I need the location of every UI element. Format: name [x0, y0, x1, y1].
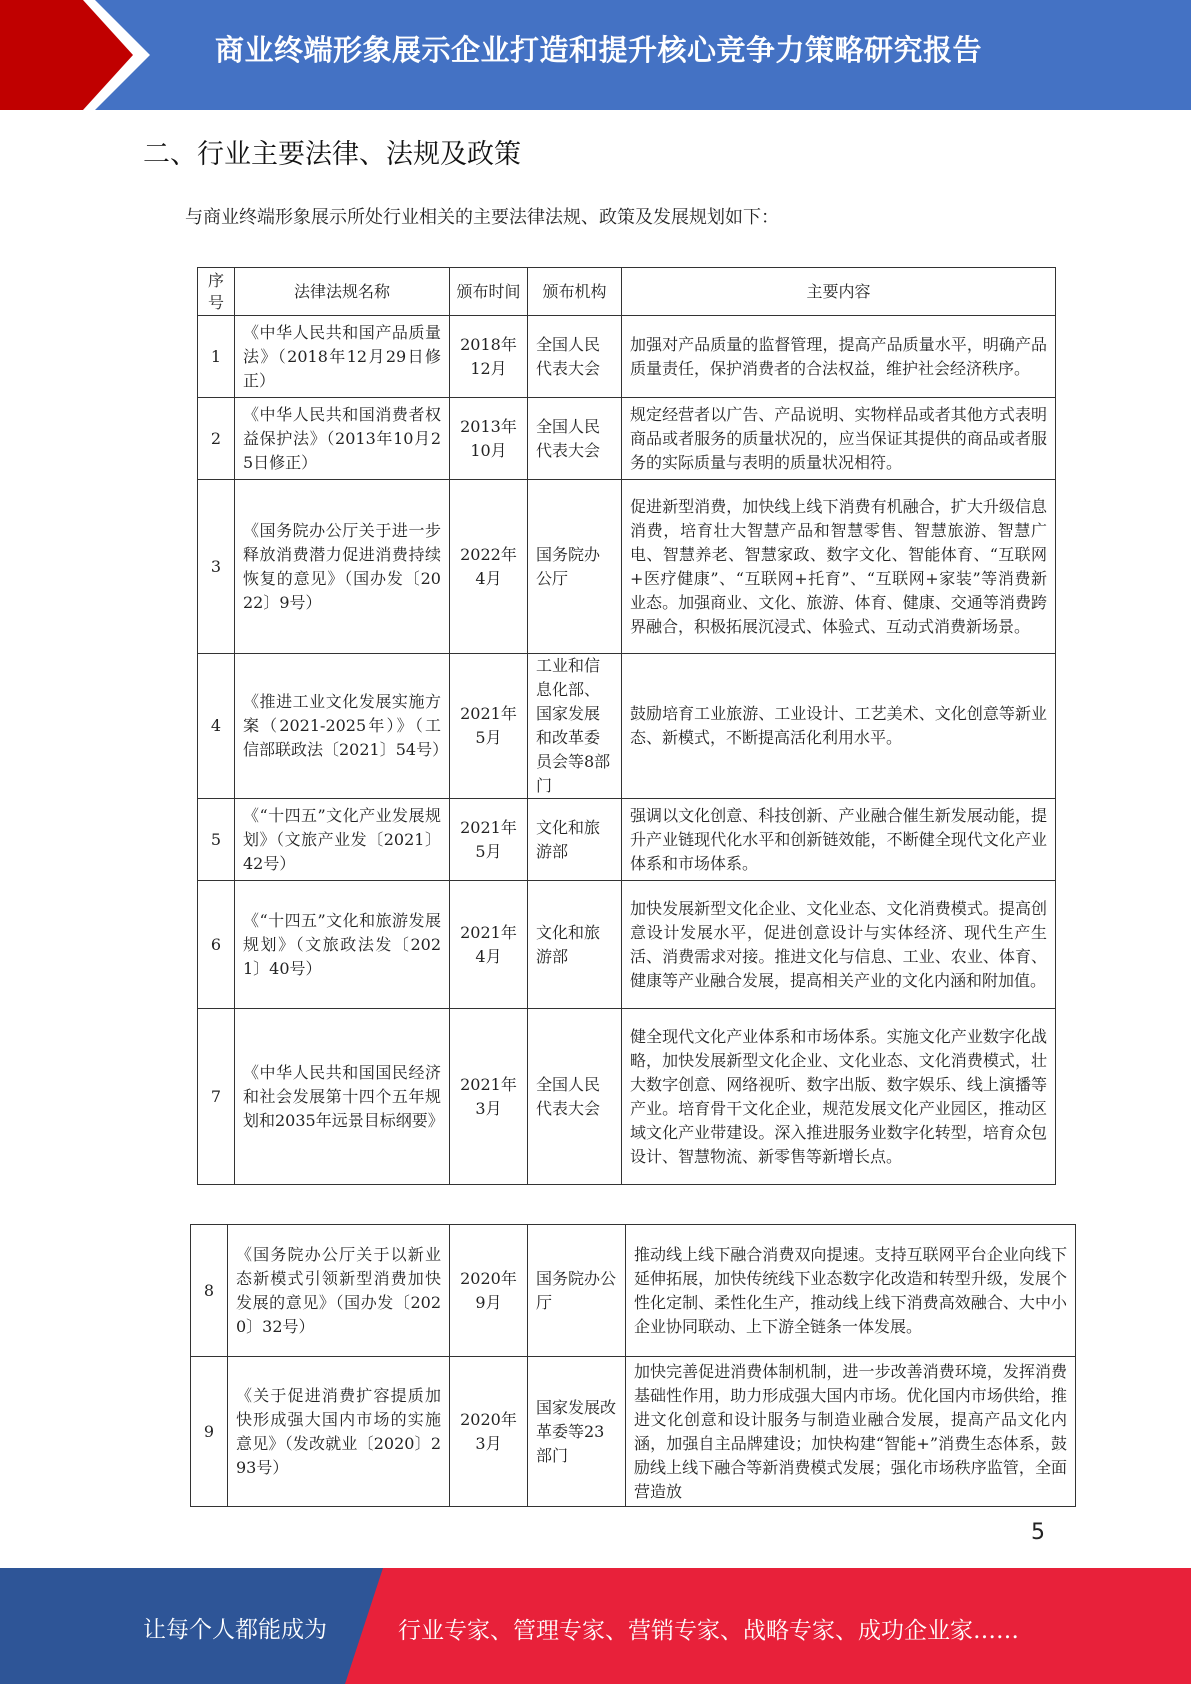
- table-row: [198, 398, 1056, 480]
- page-footer: [0, 1568, 1191, 1684]
- row-agency: 国家发展改革委等23部门: [528, 1357, 626, 1507]
- header-no: 序号: [198, 268, 235, 316]
- row-name: 《推进工业文化发展实施方案（2021-2025年）》（工信部联政法〔2021〕54号）: [235, 654, 450, 799]
- row-content: 鼓励培育工业旅游、工业设计、工艺美术、文化创意等新业态、新模式，不断提高活化利用水平。: [622, 654, 1056, 799]
- row-name: 《中华人民共和国产品质量法》（2018年12月29日修正）: [235, 316, 450, 398]
- row-date: 2021年4月: [450, 881, 528, 1009]
- header-name: 法律法规名称: [235, 268, 450, 316]
- row-agency: 工业和信息化部、国家发展和改革委员会等8部门: [528, 654, 622, 799]
- intro-paragraph: 与商业终端形象展示所处行业相关的主要法律法规、政策及发展规划如下：: [185, 207, 779, 228]
- row-name: 《“十四五”文化和旅游发展规划》（文旅政法发〔2021〕40号）: [235, 881, 450, 1009]
- row-date: 2021年3月: [450, 1009, 528, 1185]
- row-name: 《“十四五”文化产业发展规划》（文旅产业发〔2021〕42号）: [235, 799, 450, 881]
- footer-slogan-left: 让每个人都能成为: [143, 1617, 327, 1643]
- row-agency: 国务院办公厅: [528, 480, 622, 654]
- row-name: 《中华人民共和国国民经济和社会发展第十四个五年规划和2035年远景目标纲要》: [235, 1009, 450, 1185]
- row-no: 5: [198, 799, 235, 881]
- row-date: 2022年4月: [450, 480, 528, 654]
- row-content: 促进新型消费，加快线上线下消费有机融合，扩大升级信息消费，培育壮大智慧产品和智慧零售、智慧旅游、智慧广电、智慧养老、智慧家政、数字文化、智能体育、“互联网+医疗健康”、“互联网+托育”、“互联网+家装”等消费新业态。加强商业、文化、旅游、体育、健康、交通等消费跨界融合，积极拓展沉浸式、体验式、互动式消费新场景。: [622, 480, 1056, 654]
- row-agency: 文化和旅游部: [528, 799, 622, 881]
- table-row: [198, 316, 1056, 398]
- row-no: 3: [198, 480, 235, 654]
- table-row: [191, 1357, 1076, 1507]
- row-no: 7: [198, 1009, 235, 1185]
- row-agency: 国务院办公厅: [528, 1225, 626, 1357]
- row-name: 《国务院办公厅关于进一步释放消费潜力促进消费持续恢复的意见》（国办发〔2022〕9号）: [235, 480, 450, 654]
- row-date: 2018年12月: [450, 316, 528, 398]
- table-row: [198, 1009, 1056, 1185]
- row-no: 1: [198, 316, 235, 398]
- row-no: 6: [198, 881, 235, 1009]
- row-no: 2: [198, 398, 235, 480]
- table-row: [198, 654, 1056, 799]
- footer-slogan-right: 行业专家、管理专家、营销专家、战略专家、成功企业家……: [398, 1618, 1019, 1644]
- table-row: [198, 799, 1056, 881]
- row-content: 加强对产品质量的监督管理，提高产品质量水平，明确产品质量责任，保护消费者的合法权益，维护社会经济秩序。: [622, 316, 1056, 398]
- row-content: 健全现代文化产业体系和市场体系。实施文化产业数字化战略，加快发展新型文化企业、文化业态、文化消费模式，壮大数字创意、网络视听、数字出版、数字娱乐、线上演播等产业。培育骨干文化企业，规范发展文化产业园区，推动区域文化产业带建设。深入推进服务业数字化转型，培育众包设计、智慧物流、新零售等新增长点。: [622, 1009, 1056, 1185]
- row-no: 9: [191, 1357, 228, 1507]
- row-name: 《国务院办公厅关于以新业态新模式引领新型消费加快发展的意见》（国办发〔2020〕32号）: [228, 1225, 450, 1357]
- row-content: 强调以文化创意、科技创新、产业融合催生新发展动能，提升产业链现代化水平和创新链效能，不断健全现代文化产业体系和市场体系。: [622, 799, 1056, 881]
- row-name: 《中华人民共和国消费者权益保护法》（2013年10月25日修正）: [235, 398, 450, 480]
- row-content: 规定经营者以广告、产品说明、实物样品或者其他方式表明商品或者服务的质量状况的，应当保证其提供的商品或者服务的实际质量与表明的质量状况相符。: [622, 398, 1056, 480]
- report-title: 商业终端形象展示企业打造和提升核心竞争力策略研究报告: [215, 33, 983, 67]
- row-date: 2013年10月: [450, 398, 528, 480]
- row-date: 2020年9月: [450, 1225, 528, 1357]
- row-no: 8: [191, 1225, 228, 1357]
- row-agency: 全国人民代表大会: [528, 1009, 622, 1185]
- table-row: [191, 1225, 1076, 1357]
- header-agency: 颁布机构: [528, 268, 622, 316]
- page-number: 5: [1031, 1520, 1045, 1545]
- page-header: [0, 0, 1191, 110]
- row-date: 2020年3月: [450, 1357, 528, 1507]
- section-heading: 二、行业主要法律、法规及政策: [143, 139, 521, 170]
- row-content: 加快发展新型文化企业、文化业态、文化消费模式。提高创意设计发展水平，促进创意设计与实体经济、现代生产生活、消费需求对接。推进文化与信息、工业、农业、体育、健康等产业融合发展，提高相关产业的文化内涵和附加值。: [622, 881, 1056, 1009]
- row-content: 推动线上线下融合消费双向提速。支持互联网平台企业向线下延伸拓展，加快传统线下业态数字化改造和转型升级，发展个性化定制、柔性化生产，推动线上线下消费高效融合、大中小企业协同联动、上下游全链条一体发展。: [626, 1225, 1076, 1357]
- table-row: [198, 881, 1056, 1009]
- header-date: 颁布时间: [450, 268, 528, 316]
- row-name: 《关于促进消费扩容提质加快形成强大国内市场的实施意见》（发改就业〔2020〕293号）: [228, 1357, 450, 1507]
- law-table-part1: [197, 267, 1056, 1185]
- table-header-row: [198, 268, 1056, 316]
- row-agency: 全国人民代表大会: [528, 316, 622, 398]
- row-no: 4: [198, 654, 235, 799]
- row-content: 加快完善促进消费体制机制，进一步改善消费环境，发挥消费基础性作用，助力形成强大国内市场。优化国内市场供给，推进文化创意和设计服务与制造业融合发展，提高产品文化内涵，加强自主品牌建设；加快构建“智能+”消费生态体系，鼓励线上线下融合等新消费模式发展；强化市场秩序监管，全面营造放: [626, 1357, 1076, 1507]
- row-agency: 全国人民代表大会: [528, 398, 622, 480]
- header-content: 主要内容: [622, 268, 1056, 316]
- table-row: [198, 480, 1056, 654]
- law-table-part2: [190, 1224, 1076, 1507]
- row-date: 2021年5月: [450, 654, 528, 799]
- row-agency: 文化和旅游部: [528, 881, 622, 1009]
- row-date: 2021年5月: [450, 799, 528, 881]
